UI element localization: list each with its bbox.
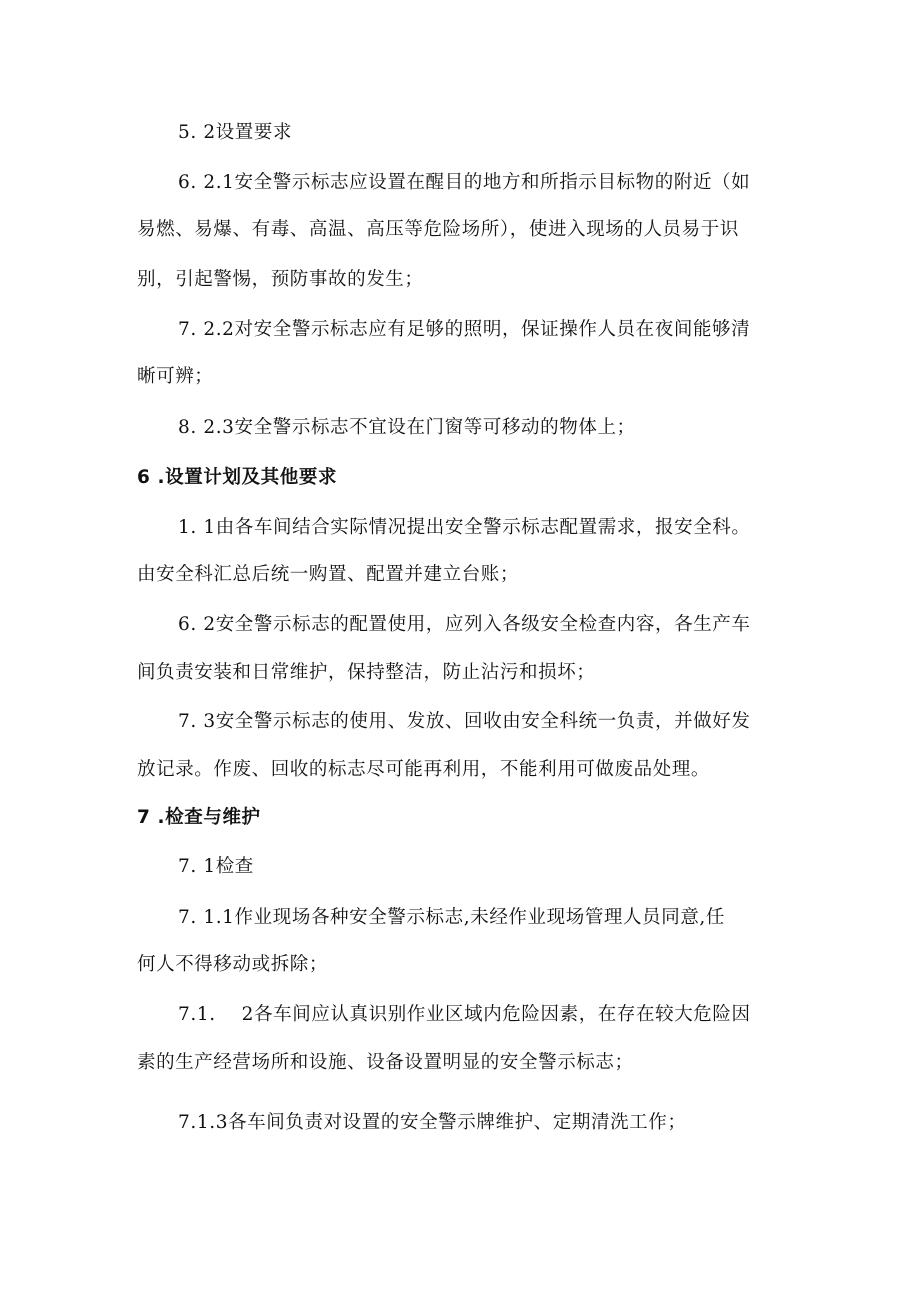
paragraph-line: 7. 3安全警示标志的使用、发放、回收由安全科统一负责，并做好发 — [178, 711, 751, 732]
paragraph-line: 7.1.3各车间负责对设置的安全警示牌维护、定期清洗工作； — [178, 1112, 687, 1133]
subsection-heading: 5. 2设置要求 — [178, 122, 293, 143]
paragraph-line: 素的生产经营场所和设施、设备设置明显的安全警示标志； — [137, 1052, 634, 1073]
paragraph-line: 8. 2.3安全警示标志不宜设在门窗等可移动的物体上； — [178, 417, 636, 438]
paragraph-line: 别，引起警惕，预防事故的发生； — [137, 269, 424, 290]
paragraph-line: 晰可辨； — [137, 366, 214, 387]
paragraph-line: 7. 2.2对安全警示标志应有足够的照明，保证操作人员在夜间能够清 — [178, 319, 751, 340]
subsection-heading: 7. 1检查 — [178, 856, 254, 877]
paragraph-line: 间负责安装和日常维护，保持整洁，防止沾污和损坏； — [137, 662, 596, 683]
section-heading: 7 .检查与维护 — [137, 807, 261, 828]
paragraph-line: 放记录。作废、回收的标志尽可能再利用，不能利用可做废品处理。 — [137, 759, 711, 780]
paragraph-line: 7. 1.1作业现场各种安全警示标志,未经作业现场管理人员同意,任 — [178, 907, 726, 928]
paragraph-line: 何人不得移动或拆除； — [137, 954, 329, 975]
paragraph-line: 1. 1由各车间结合实际情况提出安全警示标志配置需求，报安全科。 — [178, 517, 751, 538]
paragraph-line: 6. 2安全警示标志的配置使用，应列入各级安全检查内容，各生产车 — [178, 614, 751, 635]
paragraph-line: 7.1. 2各车间应认真识别作业区域内危险因素，在存在较大危险因 — [178, 1004, 751, 1025]
paragraph-line: 6. 2.1安全警示标志应设置在醒目的地方和所指示目标物的附近（如 — [178, 172, 751, 193]
paragraph-line: 易燃、易爆、有毒、高温、高压等危险场所），使进入现场的人员易于识 — [137, 219, 739, 240]
paragraph-line: 由安全科汇总后统一购置、配置并建立台账； — [137, 564, 520, 585]
section-heading: 6 .设置计划及其他要求 — [137, 467, 338, 488]
